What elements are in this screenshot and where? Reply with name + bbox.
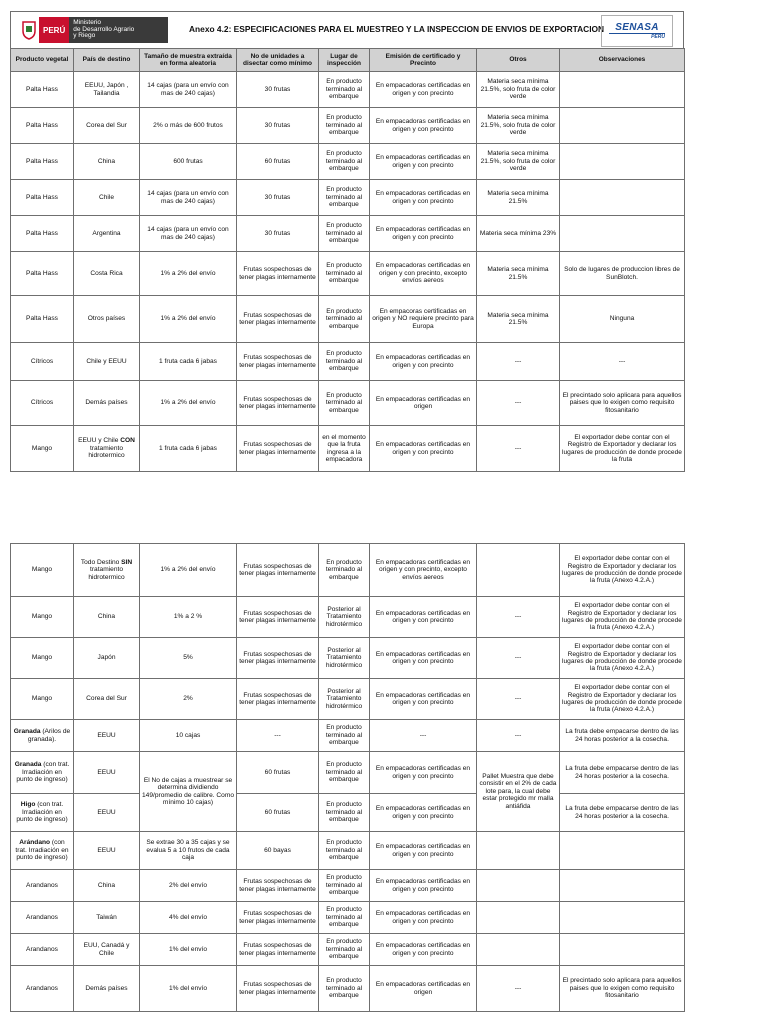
cell-emision: En empacadoras certificadas en origen y con precinto <box>370 638 477 679</box>
table-row <box>11 296 685 343</box>
cell-emision: En empacadoras certificadas en origen y con precinto <box>370 72 477 108</box>
cell-producto: Granada (con trat. Irradiación en punto de ingreso) <box>11 752 74 794</box>
cell-lugar: Posterior al Tratamiento hidrotérmico <box>319 679 370 720</box>
cell-disectar: Frutas sospechosas de tener plagas internamente <box>237 252 319 296</box>
cell-emision: En empacadoras certificadas en origen y con precinto <box>370 752 477 794</box>
cell-disectar: Frutas sospechosas de tener plagas internamente <box>237 638 319 679</box>
table-row <box>11 180 685 216</box>
cell-lugar: en el momento que la fruta ingresa a la empacadora <box>319 426 370 472</box>
cell-otros: --- <box>477 597 560 638</box>
cell-emision: En empacadoras certificadas en origen y con precinto <box>370 216 477 252</box>
cell-producto: Mango <box>11 544 74 597</box>
cell-pais: Taiwán <box>74 902 140 934</box>
cell-muestra: 10 cajas <box>140 720 237 752</box>
cell-emision: En empacoras certificadas en origen y NO requiere precinto para Europa <box>370 296 477 343</box>
cell-pais: EEUU <box>74 752 140 794</box>
cell-disectar: Frutas sospechosas de tener plagas internamente <box>237 296 319 343</box>
cell-lugar: En producto terminado al embarque <box>319 720 370 752</box>
cell-producto: Granada (Arilos de granada). <box>11 720 74 752</box>
cell-producto: Palta Hass <box>11 296 74 343</box>
cell-producto: Palta Hass <box>11 252 74 296</box>
cell-emision: En empacadoras certificadas en origen y con precinto <box>370 679 477 720</box>
cell-emision: En empacadoras certificadas en origen y con precinto, excepto envíos aereos <box>370 544 477 597</box>
cell-producto: Cítricos <box>11 381 74 426</box>
cell-disectar: Frutas sospechosas de tener plagas internamente <box>237 597 319 638</box>
cell-disectar: 30 frutas <box>237 180 319 216</box>
cell-otros <box>477 902 560 934</box>
cell-observaciones <box>560 832 685 870</box>
cell-emision: En empacadoras certificadas en origen y con precinto <box>370 108 477 144</box>
cell-observaciones: El exportador debe contar con el Registro de Exportador y declarar los lugares de producción de donde procede la fruta <box>560 426 685 472</box>
table-row <box>11 794 685 832</box>
cell-observaciones <box>560 144 685 180</box>
table-row <box>11 679 685 720</box>
table-row <box>11 597 685 638</box>
col-disectar: No de unidades a disectar como mínimo <box>237 49 319 72</box>
cell-pais: Argentina <box>74 216 140 252</box>
cell-pais: Demás países <box>74 966 140 1012</box>
col-otros: Otros <box>477 49 560 72</box>
cell-otros: Materia seca mínima 21.5%, solo fruta de color verde <box>477 144 560 180</box>
cell-disectar: 60 frutas <box>237 144 319 180</box>
cell-lugar: Posterior al Tratamiento hidrotérmico <box>319 638 370 679</box>
country-label: PERÚ <box>39 17 69 43</box>
cell-lugar: En producto terminado al embarque <box>319 252 370 296</box>
cell-pais: EEUU <box>74 794 140 832</box>
cell-muestra: 2% o más de 600 frutos <box>140 108 237 144</box>
cell-muestra: 14 cajas (para un envío con mas de 240 cajas) <box>140 180 237 216</box>
cell-disectar: 30 frutas <box>237 216 319 252</box>
cell-otros <box>477 870 560 902</box>
cell-lugar: En producto terminado al embarque <box>319 544 370 597</box>
cell-observaciones <box>560 870 685 902</box>
cell-otros <box>477 544 560 597</box>
cell-emision: En empacadoras certificadas en origen y con precinto <box>370 343 477 381</box>
cell-pais: EEUU, Japón , Tailandia <box>74 72 140 108</box>
cell-muestra: 1% a 2% del envío <box>140 381 237 426</box>
cell-emision: En empacadoras certificadas en origen y con precinto <box>370 426 477 472</box>
cell-lugar: En producto terminado al embarque <box>319 966 370 1012</box>
cell-observaciones <box>560 216 685 252</box>
cell-observaciones: El exportador debe contar con el Registro de Exportador y declarar los lugares de producción de donde procede la fruta (Anexo 4.2.A.) <box>560 679 685 720</box>
cell-emision: En empacadoras certificadas en origen y con precinto <box>370 794 477 832</box>
cell-disectar: Frutas sospechosas de tener plagas internamente <box>237 544 319 597</box>
cell-otros: --- <box>477 343 560 381</box>
table-header-row <box>11 49 685 72</box>
cell-lugar: En producto terminado al embarque <box>319 870 370 902</box>
table-row <box>11 752 685 794</box>
cell-observaciones <box>560 934 685 966</box>
cell-producto: Arandanos <box>11 934 74 966</box>
cell-disectar: Frutas sospechosas de tener plagas internamente <box>237 426 319 472</box>
coat-of-arms-icon <box>18 17 39 43</box>
cell-emision: En empacadoras certificadas en origen y con precinto, excepto envíos aereos <box>370 252 477 296</box>
cell-producto: Palta Hass <box>11 216 74 252</box>
senasa-logo: SENASA PERU <box>601 15 673 47</box>
cell-muestra: 14 cajas (para un envío con mas de 240 cajas) <box>140 72 237 108</box>
cell-disectar: --- <box>237 720 319 752</box>
cell-otros: --- <box>477 638 560 679</box>
cell-producto: Mango <box>11 597 74 638</box>
cell-lugar: En producto terminado al embarque <box>319 752 370 794</box>
cell-producto: Arándano (con trat. Irradiación en punto de ingreso) <box>11 832 74 870</box>
cell-disectar: Frutas sospechosas de tener plagas internamente <box>237 902 319 934</box>
table-row <box>11 144 685 180</box>
cell-observaciones <box>560 180 685 216</box>
cell-otros: --- <box>477 720 560 752</box>
cell-emision: En empacadoras certificadas en origen y con precinto <box>370 832 477 870</box>
cell-observaciones: La fruta debe empacarse dentro de las 24 horas posterior a la cosecha. <box>560 794 685 832</box>
cell-pais: China <box>74 870 140 902</box>
col-emision: Emisión de certificado y Precinto <box>370 49 477 72</box>
cell-muestra: 2% <box>140 679 237 720</box>
cell-producto: Mango <box>11 638 74 679</box>
cell-otros: --- <box>477 679 560 720</box>
cell-lugar: En producto terminado al embarque <box>319 72 370 108</box>
cell-producto: Mango <box>11 426 74 472</box>
cell-producto: Palta Hass <box>11 180 74 216</box>
cell-producto: Cítricos <box>11 343 74 381</box>
cell-observaciones: El exportador debe contar con el Registro de Exportador y declarar los lugares de producción de donde procede la fruta (Anexo 4.2.A.) <box>560 597 685 638</box>
cell-pais: Japón <box>74 638 140 679</box>
cell-muestra: El No de cajas a muestrear se determina dividiendo 149/promedio de calibre. Como mínimo 10 cajas) <box>140 752 237 832</box>
cell-muestra: 600 frutas <box>140 144 237 180</box>
cell-pais: Todo Destino SIN tratamiento hidrotermico <box>74 544 140 597</box>
cell-producto: Palta Hass <box>11 108 74 144</box>
cell-otros: --- <box>477 966 560 1012</box>
cell-muestra: 1 fruta cada 6 jabas <box>140 343 237 381</box>
cell-otros: Materia seca mínima 23% <box>477 216 560 252</box>
table-row <box>11 72 685 108</box>
cell-lugar: En producto terminado al embarque <box>319 108 370 144</box>
table-row <box>11 381 685 426</box>
table-row <box>11 108 685 144</box>
cell-otros: Materia seca mínima 21.5% <box>477 296 560 343</box>
cell-emision: En empacadoras certificadas en origen y con precinto <box>370 144 477 180</box>
cell-emision: En empacadoras certificadas en origen y con precinto <box>370 934 477 966</box>
cell-disectar: Frutas sospechosas de tener plagas internamente <box>237 934 319 966</box>
table-row <box>11 544 685 597</box>
government-logo <box>18 17 168 43</box>
cell-pais: EEUU y Chile CON tratamiento hidrotermico <box>74 426 140 472</box>
table-row <box>11 902 685 934</box>
cell-observaciones <box>560 902 685 934</box>
cell-muestra: 1% a 2% del envío <box>140 252 237 296</box>
cell-lugar: En producto terminado al embarque <box>319 343 370 381</box>
cell-lugar: En producto terminado al embarque <box>319 144 370 180</box>
cell-pais: Corea del Sur <box>74 679 140 720</box>
cell-pais: Demás países <box>74 381 140 426</box>
cell-producto: Mango <box>11 679 74 720</box>
cell-emision: --- <box>370 720 477 752</box>
cell-disectar: Frutas sospechosas de tener plagas internamente <box>237 870 319 902</box>
cell-pais: Chile y EEUU <box>74 343 140 381</box>
cell-lugar: En producto terminado al embarque <box>319 296 370 343</box>
cell-observaciones: El exportador debe contar con el Registro de Exportador y declarar los lugares de producción de donde procede la fruta (Anexo 4.2.A.) <box>560 638 685 679</box>
cell-lugar: En producto terminado al embarque <box>319 832 370 870</box>
col-pais: País de destino <box>74 49 140 72</box>
cell-observaciones: Solo de lugares de produccion libres de SunBlotch. <box>560 252 685 296</box>
cell-lugar: En producto terminado al embarque <box>319 934 370 966</box>
cell-pais: Corea del Sur <box>74 108 140 144</box>
table-row <box>11 426 685 472</box>
cell-disectar: 60 frutas <box>237 794 319 832</box>
table-row <box>11 934 685 966</box>
cell-muestra: 1% del envío <box>140 966 237 1012</box>
document-header <box>10 11 684 48</box>
col-muestra: Tamaño de muestra extraída en forma aleatoria <box>140 49 237 72</box>
page-title: Anexo 4.2: ESPECIFICACIONES PARA EL MUESTREO Y LA INSPECCION DE ENVIOS DE EXPORTACION <box>189 24 605 34</box>
cell-emision: En empacadoras certificadas en origen <box>370 381 477 426</box>
cell-disectar: Frutas sospechosas de tener plagas internamente <box>237 966 319 1012</box>
cell-otros <box>477 934 560 966</box>
cell-muestra: 1% del envío <box>140 934 237 966</box>
cell-pais: China <box>74 597 140 638</box>
cell-disectar: Frutas sospechosas de tener plagas internamente <box>237 343 319 381</box>
cell-producto: Palta Hass <box>11 72 74 108</box>
cell-emision: En empacadoras certificadas en origen y con precinto <box>370 597 477 638</box>
cell-muestra: 1% a 2 % <box>140 597 237 638</box>
cell-muestra: 14 cajas (para un envío con mas de 240 cajas) <box>140 216 237 252</box>
cell-disectar: 30 frutas <box>237 108 319 144</box>
page-1 <box>10 11 684 472</box>
cell-pais: EEUU <box>74 720 140 752</box>
cell-pais: EUU, Canadá y Chile <box>74 934 140 966</box>
col-observaciones: Observaciones <box>560 49 685 72</box>
cell-lugar: En producto terminado al embarque <box>319 381 370 426</box>
cell-emision: En empacadoras certificadas en origen y con precinto <box>370 870 477 902</box>
cell-lugar: En producto terminado al embarque <box>319 902 370 934</box>
cell-producto: Arandanos <box>11 966 74 1012</box>
cell-pais: EEUU <box>74 832 140 870</box>
cell-producto: Higo (con trat. Irradiación en punto de ingreso) <box>11 794 74 832</box>
cell-muestra: 1 fruta cada 6 jabas <box>140 426 237 472</box>
cell-otros: Materia seca mínima 21.5% <box>477 252 560 296</box>
specifications-table-1 <box>10 48 685 472</box>
cell-pais: Otros países <box>74 296 140 343</box>
cell-emision: En empacadoras certificadas en origen <box>370 966 477 1012</box>
cell-muestra: 4% del envío <box>140 902 237 934</box>
table-row <box>11 638 685 679</box>
table-row <box>11 720 685 752</box>
cell-lugar: En producto terminado al embarque <box>319 794 370 832</box>
ministry-label: Ministerio de Desarrollo Agrario y Riego <box>69 17 168 43</box>
cell-producto: Arandanos <box>11 870 74 902</box>
cell-observaciones: El precintado solo aplicara para aquellos paises que lo exigen como requisito fitosanitario <box>560 381 685 426</box>
table-row <box>11 870 685 902</box>
cell-observaciones: La fruta debe empacarse dentro de las 24 horas posterior a la cosecha. <box>560 752 685 794</box>
specifications-table-2 <box>10 543 685 1012</box>
cell-pais: Costa Rica <box>74 252 140 296</box>
cell-otros: Materia seca mínima 21.5%, solo fruta de color verde <box>477 108 560 144</box>
cell-disectar: Frutas sospechosas de tener plagas internamente <box>237 381 319 426</box>
cell-lugar: Posterior al Tratamiento hidrotérmico <box>319 597 370 638</box>
cell-muestra: 1% a 2% del envío <box>140 296 237 343</box>
cell-observaciones: --- <box>560 343 685 381</box>
cell-otros: Pallet Muestra que debe consistir en el 2% de cada lote para, la cual debe estar protegido mr malla antiáfida <box>477 752 560 832</box>
cell-emision: En empacadoras certificadas en origen y con precinto <box>370 902 477 934</box>
col-lugar: Lugar de inspección <box>319 49 370 72</box>
cell-observaciones: La fruta debe empacarse dentro de las 24 horas posterior a la cosecha. <box>560 720 685 752</box>
cell-disectar: Frutas sospechosas de tener plagas internamente <box>237 679 319 720</box>
page-2 <box>10 543 684 1012</box>
cell-disectar: 60 bayas <box>237 832 319 870</box>
cell-otros: --- <box>477 381 560 426</box>
cell-disectar: 30 frutas <box>237 72 319 108</box>
cell-pais: China <box>74 144 140 180</box>
cell-emision: En empacadoras certificadas en origen y con precinto <box>370 180 477 216</box>
cell-muestra: 1% a 2% del envío <box>140 544 237 597</box>
cell-muestra: 2% del envío <box>140 870 237 902</box>
table-row <box>11 966 685 1012</box>
cell-disectar: 60 frutas <box>237 752 319 794</box>
cell-producto: Arandanos <box>11 902 74 934</box>
cell-observaciones: El precintado solo aplicara para aquellos paises que lo exigen como requisito fitosanitario <box>560 966 685 1012</box>
cell-lugar: En producto terminado al embarque <box>319 216 370 252</box>
cell-otros: Materia seca mínima 21.5%, solo fruta de color verde <box>477 72 560 108</box>
table-row <box>11 216 685 252</box>
cell-producto: Palta Hass <box>11 144 74 180</box>
cell-observaciones: El exportador debe contar con el Registro de Exportador y declarar los lugares de producción de donde procede la fruta (Anexo 4.2.A.) <box>560 544 685 597</box>
cell-observaciones <box>560 72 685 108</box>
cell-observaciones <box>560 108 685 144</box>
cell-otros <box>477 832 560 870</box>
cell-otros: Materia seca mínima 21.5% <box>477 180 560 216</box>
cell-muestra: 5% <box>140 638 237 679</box>
cell-observaciones: Ninguna <box>560 296 685 343</box>
cell-muestra: Se extrae 30 a 35 cajas y se evalua 5 a 10 frutos de cada caja <box>140 832 237 870</box>
cell-lugar: En producto terminado al embarque <box>319 180 370 216</box>
cell-pais: Chile <box>74 180 140 216</box>
col-producto: Producto vegetal <box>11 49 74 72</box>
table-row <box>11 832 685 870</box>
table-row <box>11 252 685 296</box>
table-row <box>11 343 685 381</box>
cell-otros: --- <box>477 426 560 472</box>
